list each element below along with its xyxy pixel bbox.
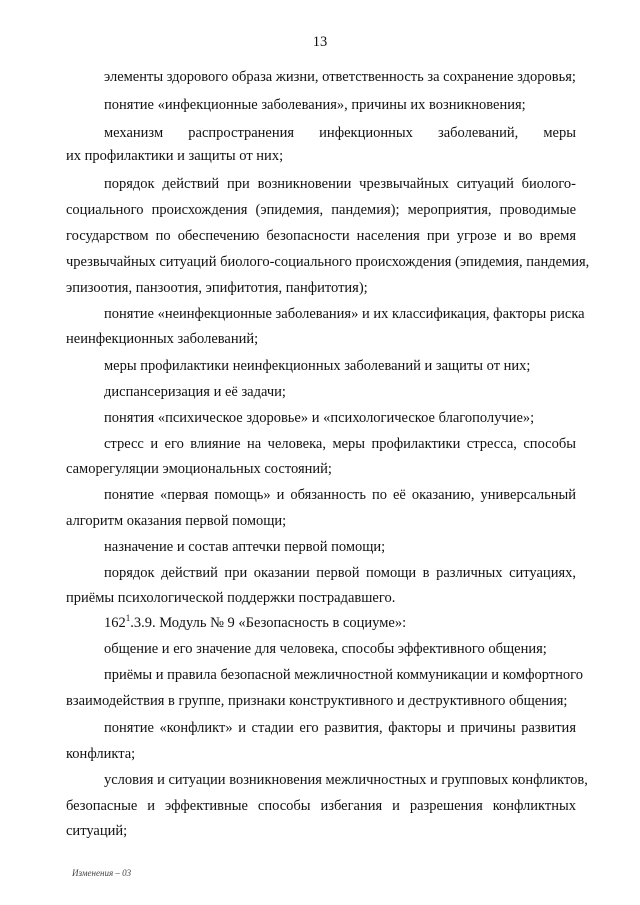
text-line: механизм распространения инфекционных заболеваний, меры bbox=[104, 125, 576, 141]
text-line: общение и его значение для человека, способы эффективного общения; bbox=[104, 641, 547, 657]
text-line: безопасные и эффективные способы избегания и разрешения конфликтных bbox=[66, 798, 576, 814]
text-line: конфликта; bbox=[66, 746, 136, 762]
text-line: понятие «инфекционные заболевания», причины их возникновения; bbox=[104, 97, 526, 113]
text-line: порядок действий при возникновении чрезвычайных ситуаций биолого- bbox=[104, 176, 576, 192]
module-title: .3.9. Модуль № 9 «Безопасность в социуме»: bbox=[130, 615, 407, 631]
text-line: неинфекционных заболеваний; bbox=[66, 331, 259, 347]
module-superscript: 1 bbox=[125, 613, 131, 624]
text-line: диспансеризация и её задачи; bbox=[104, 384, 286, 400]
text-line: понятие «конфликт» и стадии его развития, факторы и причины развития bbox=[104, 720, 576, 736]
text-line: приёмы и правила безопасной межличностной коммуникации и комфортного bbox=[104, 667, 583, 683]
text-line: ситуаций; bbox=[66, 823, 128, 839]
text-line: понятие «неинфекционные заболевания» и их классификация, факторы риска bbox=[104, 306, 585, 322]
text-line: их профилактики и защиты от них; bbox=[66, 148, 284, 164]
text-line: приёмы психологической поддержки пострадавшего. bbox=[66, 590, 396, 606]
text-line: понятия «психическое здоровье» и «психологическое благополучие»; bbox=[104, 410, 535, 426]
text-line: социального происхождения (эпидемия, пандемия); мероприятия, проводимые bbox=[66, 202, 576, 218]
text-line: понятие «первая помощь» и обязанность по её оказанию, универсальный bbox=[104, 487, 576, 503]
text-line: условия и ситуации возникновения межличностных и групповых конфликтов, bbox=[104, 772, 588, 788]
text-line: порядок действий при оказании первой помощи в различных ситуациях, bbox=[104, 565, 576, 581]
text-line: алгоритм оказания первой помощи; bbox=[66, 513, 287, 529]
text-line: элементы здорового образа жизни, ответственность за сохранение здоровья; bbox=[104, 69, 576, 85]
text-line: саморегуляции эмоциональных состояний; bbox=[66, 461, 332, 477]
module-number: 162 bbox=[104, 615, 126, 631]
footer-note: Изменения – 03 bbox=[72, 868, 132, 878]
page-number: 13 bbox=[312, 34, 328, 50]
text-line: чрезвычайных ситуаций биолого-социального происхождения (эпидемия, пандемия, bbox=[66, 254, 590, 270]
text-line: стресс и его влияние на человека, меры профилактики стресса, способы bbox=[104, 436, 576, 452]
module-heading bbox=[104, 614, 576, 632]
text-line: назначение и состав аптечки первой помощи; bbox=[104, 539, 386, 555]
text-line: взаимодействия в группе, признаки конструктивного и деструктивного общения; bbox=[66, 693, 568, 709]
text-line: государством по обеспечению безопасности населения при угрозе и во время bbox=[66, 228, 576, 244]
text-line: эпизоотия, панзоотия, эпифитотия, панфитотия); bbox=[66, 280, 368, 296]
text-line: меры профилактики неинфекционных заболеваний и защиты от них; bbox=[104, 358, 531, 374]
